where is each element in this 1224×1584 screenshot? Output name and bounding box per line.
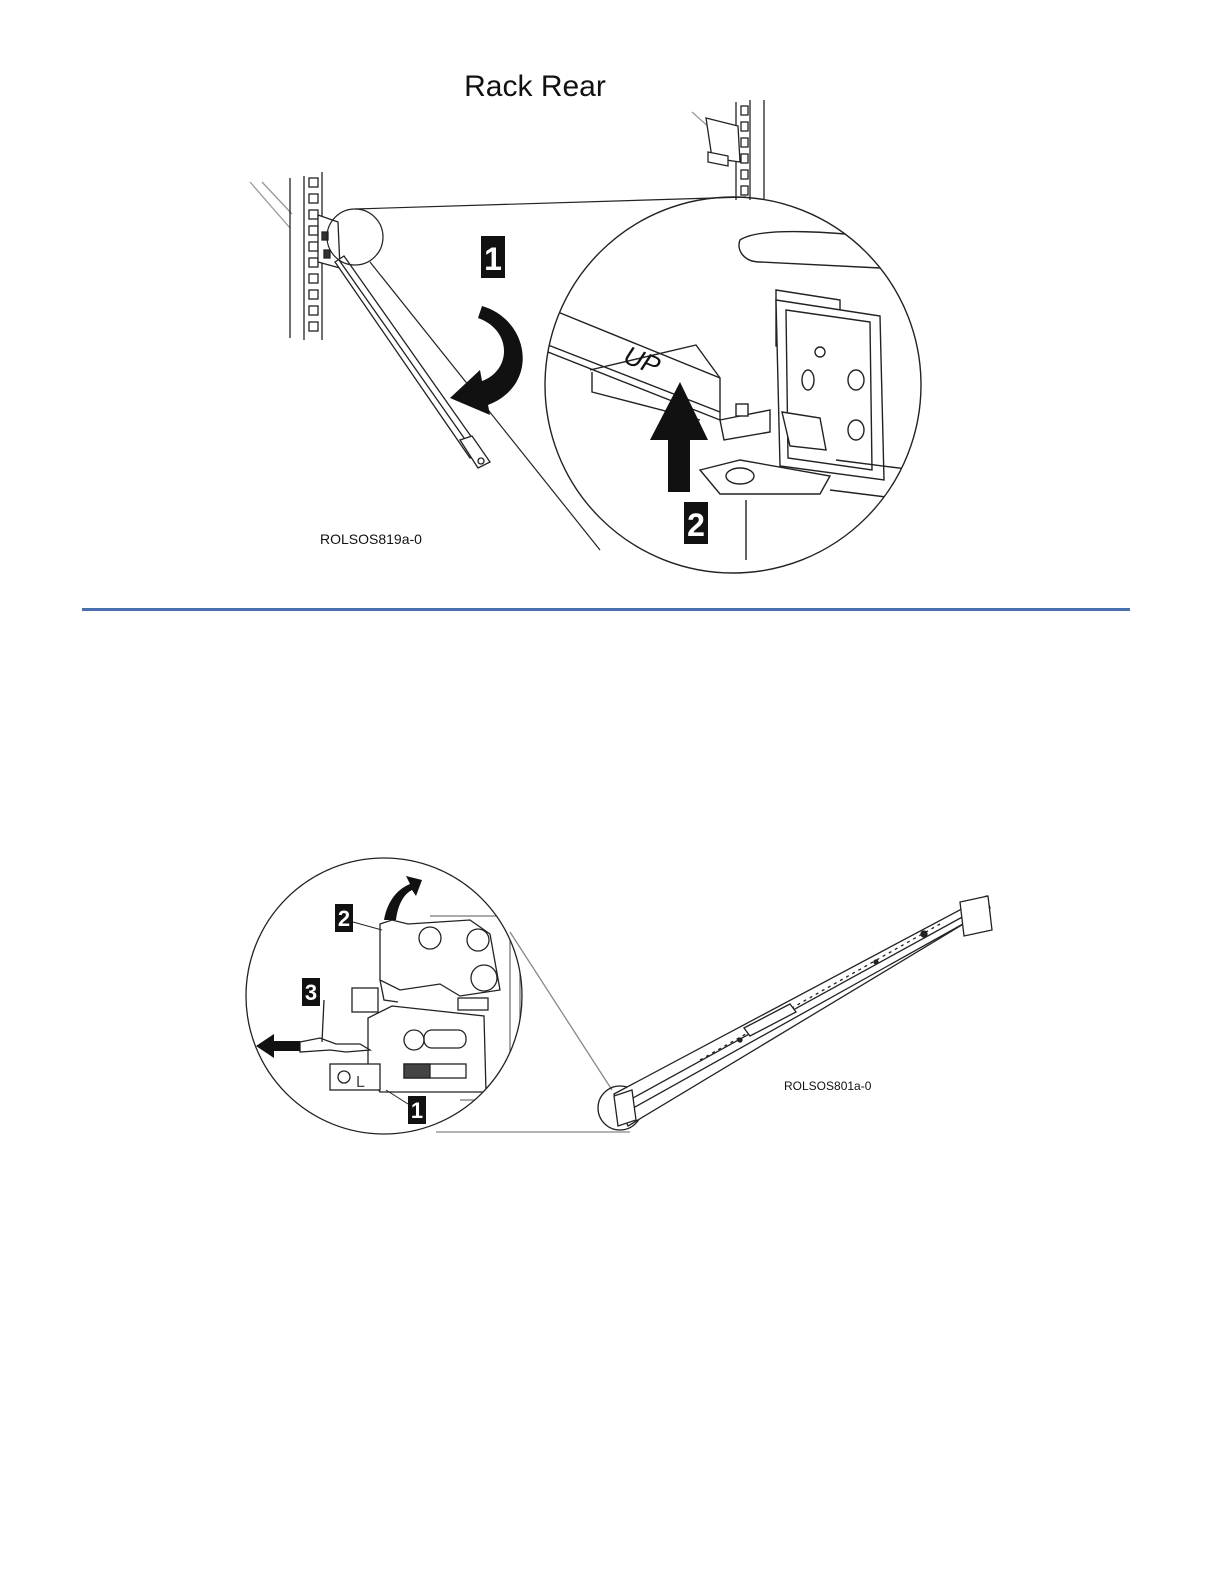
rail-side-label: L <box>356 1074 365 1091</box>
callout-badge-2 <box>335 904 353 932</box>
figure-id: ROLSOS801a-0 <box>784 1079 872 1093</box>
callout-number-1: 1 <box>484 241 502 277</box>
right-rack-post <box>692 100 764 200</box>
slide-rail <box>598 896 992 1130</box>
left-rack-post <box>250 172 490 468</box>
callout-number-3: 3 <box>304 980 318 1005</box>
callout-number-2: 2 <box>337 906 351 931</box>
figure-id: ROLSOS819a-0 <box>320 531 422 547</box>
curved-arrow-icon <box>450 306 523 415</box>
lift-arrow-icon <box>384 876 422 920</box>
callout-badge-1 <box>481 236 505 278</box>
figure-rail-latch <box>0 820 1224 1180</box>
figure-title: Rack Rear <box>464 70 606 103</box>
pull-arrow-icon <box>256 1034 300 1058</box>
callout-badge-2 <box>684 502 708 544</box>
callout-number-2: 2 <box>687 507 705 543</box>
section-divider <box>82 608 1130 611</box>
zoom-detail-circle <box>545 197 930 573</box>
callout-number-1: 1 <box>410 1098 424 1123</box>
rail-up-label: UP <box>619 339 665 382</box>
figure-rack-rear <box>0 0 1224 600</box>
callout-badge-3 <box>302 978 320 1006</box>
callout-badge-1 <box>408 1096 426 1124</box>
